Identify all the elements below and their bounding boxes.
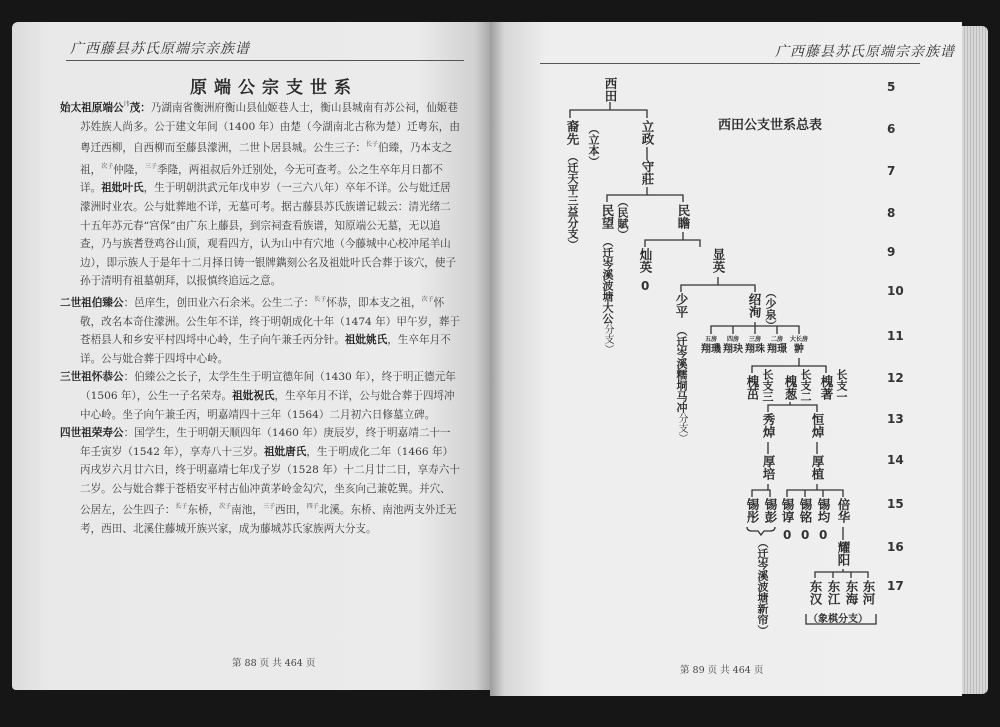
- bold-phrase: 茂：: [129, 102, 151, 114]
- superscript-note: 长子: [175, 503, 188, 511]
- bold-phrase: 始太祖原端公: [60, 102, 124, 114]
- no-heir-mark: 0: [641, 279, 650, 293]
- text-run: 北溪。东桥、南池两支外迁无考，西田、北溪住藤城开族兴家，成为藤城苏氏家族两大分支。: [80, 504, 457, 536]
- text-run: 东桥，: [187, 504, 220, 517]
- node-xipeng: 锡彭: [763, 498, 778, 523]
- superscript-note: 讳: [123, 101, 130, 108]
- text-run: 乃湖南省衡洲府衡山县仙姬巷人士，衡山县城南有苏公祠，仙姬巷苏姓族人尚多。公于建文年间（1400 年）由楚（今湖南北古称为楚）迁粤东，由粤迁西柳，自西柳而至藤县濛洲，二世卜居县城。公生三子：: [80, 102, 460, 155]
- text-run: ：国学生，生于明朝天顺四年（1460 年）庚辰岁，终于明嘉靖二十一年壬寅岁（1542 年），享寿八十三岁。: [80, 427, 451, 458]
- node-donghe: 东河: [861, 580, 876, 605]
- bold-phrase: 二世祖伯臻公: [60, 296, 124, 309]
- node-houzhi: 厚植: [810, 455, 825, 480]
- book-header-right: 广西藤县苏氏原端宗亲族谱: [775, 44, 955, 60]
- gen-number: 7: [887, 164, 896, 178]
- node-xizhun: 锡谆: [780, 498, 795, 523]
- node-huaizhu: 槐著: [819, 375, 834, 400]
- node-minwang-note: （迁岑溪波塘大公分支）: [601, 236, 614, 354]
- node-ximing: 锡铭: [798, 498, 813, 523]
- node-shaoping: 少平: [674, 293, 689, 318]
- node-shaoquan: （少泉）: [764, 287, 777, 331]
- node-huaizhu-note: 长支一: [835, 369, 848, 402]
- bold-phrase: 三世祖怀恭公: [60, 371, 124, 384]
- page-title: 原端公宗支世系: [190, 78, 358, 98]
- chart-title: 西田公支世系总表: [718, 118, 823, 133]
- text-run: 南池，: [231, 504, 263, 517]
- gen-number: 10: [887, 284, 904, 298]
- bold-phrase: 祖妣祝氏: [232, 389, 275, 402]
- superscript-note: 次子: [219, 503, 232, 511]
- bold-phrase: 四世祖荣寿公: [60, 427, 124, 440]
- node-dongjiang: 东江: [826, 580, 841, 605]
- node-room-4: 四房 翔玦: [723, 336, 743, 355]
- node-room-3: 三房 翔珠: [745, 336, 765, 355]
- node-huaizhuo-note: 长支三: [761, 369, 774, 402]
- node-beihua: 倍华: [836, 498, 851, 523]
- node-donghan: 东汉: [808, 580, 823, 605]
- superscript-note: 长子: [314, 295, 327, 303]
- text-run: ，生卒年月不详，公与妣合葬于四埒冲中心岭。坐子向午兼壬丙，明嘉靖四十三年（1564）二月初六日修墓立碑。: [80, 389, 455, 421]
- gen-number: 16: [887, 540, 904, 554]
- page-footer-left: 第 88 页 共 464 页: [232, 658, 316, 669]
- node-xianying: 显英: [711, 248, 726, 273]
- text-run: ：伯臻公之长子，太学生生于明宣德年间（1430 年），终于明正德元年（1506 年），公生一子名荣寿。: [80, 371, 456, 402]
- text-run: 西田，: [274, 504, 307, 517]
- gen-number: 15: [887, 497, 904, 511]
- node-huaicong: 槐葱: [783, 375, 798, 400]
- gen-number: 12: [887, 371, 904, 385]
- node-yixian: 裔先: [565, 120, 580, 145]
- gen-number: 17: [887, 579, 904, 593]
- gen-number: 8: [887, 206, 896, 220]
- superscript-note: 四子: [306, 503, 319, 511]
- text-run: ，生卒年月不详。公与妣合葬于四埒中心岭。: [80, 334, 451, 365]
- node-xitian: 西田: [603, 77, 618, 102]
- node-xiuzhuo: 秀焯: [761, 413, 776, 438]
- text-run: ，生于明朝洪武元年戊申岁（一三六八年）卒年不详。公与妣迁居濛洲时业农。公与妣葬地不详，无墓可考。据古藤县苏氏族谱记载云：清光绪二十五年苏元春“宫保”由广东上藤县，到宗祠查看族谱，知原端公无墓，无以追查，乃与族耆登鸡谷山顶，观看四方，认为山中有穴地（今藤城中心校冲尾羊山边），即示族人于是年十二月择日铸一银牌鐫刻公名及祖妣叶氏合葬于该穴，使子孙于清明有祖墓朝拜，以报慎终追远之意。: [80, 182, 457, 288]
- node-yixian-note: （迁天平三益分支）: [566, 151, 579, 250]
- node-lizheng: 立政: [640, 120, 655, 145]
- node-shouzhuang: 守莊: [640, 160, 655, 185]
- text-run: 怀敬，改名本奇住濛洲。公生年不详，终于明朝成化十年（1474 年）甲午岁，葬于苍梧县人和乡安平村四埒中心岭，生子向午兼壬丙分针。: [80, 296, 460, 347]
- text-run: 季隆，两祖叔后外迁别处，今无可查考。公之生卒年月日都不详。: [80, 163, 444, 195]
- bold-phrase: 祖妣叶氏: [101, 182, 144, 195]
- node-room-2: 二房 翔璟: [767, 336, 787, 355]
- bold-phrase: 祖妣姚氏: [344, 334, 388, 347]
- node-xitong-note: （迁岑溪波塘新帘）: [756, 537, 769, 636]
- node-xitong: 锡彤: [745, 498, 760, 523]
- node-shaoping-note: （迁岑溪糯垌马冲分支）: [675, 325, 688, 443]
- gen-number: 5: [887, 80, 896, 94]
- node-xiangqi-note: （象棋分支）: [808, 614, 868, 625]
- superscript-note: 三子: [262, 503, 275, 511]
- text-run: ，生于明成化二年（1466 年）丙戌岁六月廿六日，终于明嘉靖七年戊子岁（1528 年）十二月廿二日，享寿六十二岁。公与妣合葬于苍梧安平村古仙冲黄茅岭金勾穴，坐亥向己兼乾巽。并穴、公居左，公生四子：: [80, 445, 460, 517]
- node-xijun: 锡均: [816, 498, 831, 523]
- superscript-note: 三子: [144, 162, 157, 170]
- superscript-note: 次子: [421, 295, 434, 303]
- node-room-1: 大长房 翀: [789, 336, 808, 355]
- node-hengzhuo: 恒焯: [810, 413, 825, 438]
- node-minzhan: 民瞻: [676, 204, 691, 229]
- node-huaizhuo: 槐茁: [745, 375, 760, 400]
- text-run: 伯臻，乃本支之祖，: [80, 142, 453, 176]
- text-run: 仲隆，: [113, 163, 145, 176]
- text-run: 怀恭，即本支之祖，: [326, 296, 422, 309]
- no-heir-mark: 0: [819, 528, 828, 542]
- node-houpei: 厚培: [761, 455, 776, 480]
- node-room-5: 五房 翔璣: [701, 336, 721, 355]
- no-heir-mark: 0: [783, 528, 792, 542]
- node-donghai: 东海: [844, 580, 859, 605]
- node-minwang: 民望: [600, 204, 615, 229]
- gen-number: 11: [887, 329, 904, 343]
- gen-number: 9: [887, 245, 896, 259]
- node-huaicong-note: 长支二: [799, 369, 812, 402]
- node-shaoxun: 绍洵: [747, 293, 762, 318]
- page-footer-right: 第 89 页 共 464 页: [680, 665, 764, 676]
- bold-phrase: 祖妣唐氏: [263, 445, 307, 458]
- node-yaoyang: 耀阳: [836, 541, 851, 566]
- gen-number: 6: [887, 122, 896, 136]
- superscript-note: 次子: [101, 162, 114, 170]
- text-run: ：邑庠生，创田业六石余米。公生二子：: [123, 296, 315, 309]
- book-header-left: 广西藤县苏氏原端宗亲族谱: [70, 41, 250, 57]
- node-liben: （立本）: [587, 123, 600, 167]
- node-minfu: （民賦）: [616, 196, 629, 240]
- gen-number: 13: [887, 412, 904, 426]
- gen-number: 14: [887, 453, 904, 467]
- superscript-note: 长子: [366, 141, 379, 149]
- node-canying: 灿英: [638, 248, 653, 273]
- no-heir-mark: 0: [801, 528, 810, 542]
